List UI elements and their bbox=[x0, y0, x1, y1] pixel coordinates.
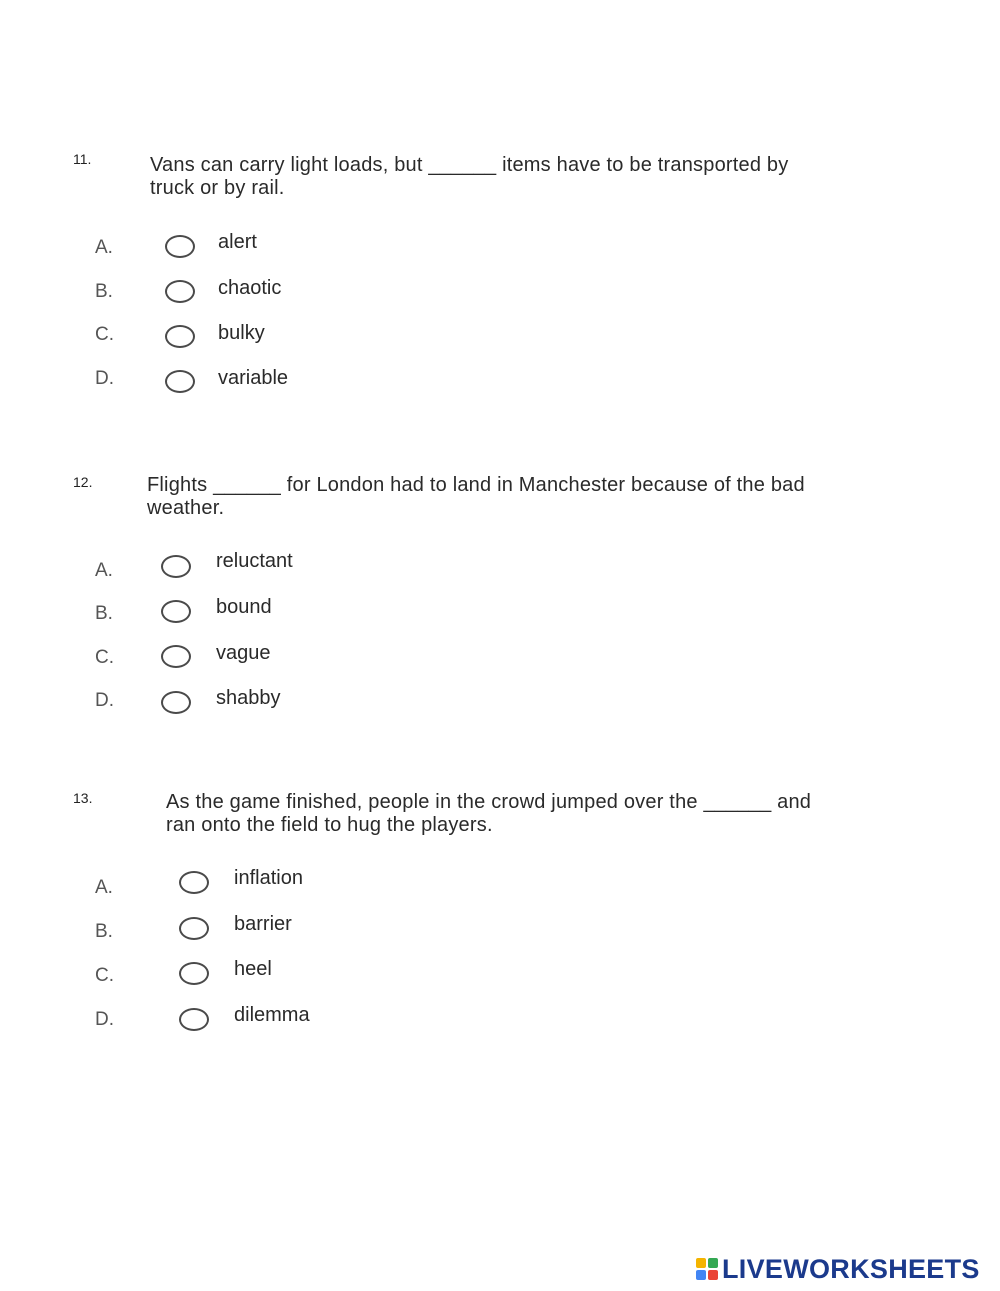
option-radio[interactable] bbox=[179, 1008, 209, 1031]
option-radio[interactable] bbox=[161, 645, 191, 668]
question-text-line2: ran onto the field to hug the players. bbox=[166, 814, 493, 836]
option-letter: D. bbox=[95, 368, 114, 389]
option-label: barrier bbox=[234, 913, 292, 935]
option-label: bound bbox=[216, 596, 272, 618]
question-text-line1: As the game finished, people in the crowd jumped over the ______ and bbox=[166, 791, 812, 813]
option-letter: C. bbox=[95, 965, 114, 986]
option-label: chaotic bbox=[218, 277, 282, 299]
option-radio[interactable] bbox=[179, 962, 209, 985]
option-label: shabby bbox=[216, 687, 281, 709]
option-label: dilemma bbox=[234, 1004, 310, 1026]
logo-tiles-icon bbox=[696, 1258, 718, 1280]
option-letter: D. bbox=[95, 1009, 114, 1030]
logo-tile bbox=[696, 1270, 706, 1280]
question-number: 13. bbox=[73, 790, 93, 806]
option-radio[interactable] bbox=[161, 600, 191, 623]
option-letter: B. bbox=[95, 281, 113, 302]
option-radio[interactable] bbox=[161, 555, 191, 578]
option-letter: D. bbox=[95, 690, 114, 711]
option-label: heel bbox=[234, 958, 272, 980]
logo-text: LIVEWORKSHEETS bbox=[722, 1253, 980, 1284]
logo-tile bbox=[696, 1258, 706, 1268]
option-radio[interactable] bbox=[165, 280, 195, 303]
question-text-line2: truck or by rail. bbox=[150, 177, 285, 199]
option-radio[interactable] bbox=[165, 325, 195, 348]
option-label: bulky bbox=[218, 322, 265, 344]
question-number: 12. bbox=[73, 474, 93, 490]
option-radio[interactable] bbox=[179, 871, 209, 894]
logo-tile bbox=[708, 1258, 718, 1268]
option-letter: A. bbox=[95, 877, 113, 898]
liveworksheets-logo bbox=[696, 1254, 980, 1284]
option-label: alert bbox=[218, 231, 257, 253]
option-letter: A. bbox=[95, 560, 113, 581]
option-radio[interactable] bbox=[161, 691, 191, 714]
option-letter: C. bbox=[95, 647, 114, 668]
option-radio[interactable] bbox=[165, 370, 195, 393]
option-letter: B. bbox=[95, 921, 113, 942]
option-label: inflation bbox=[234, 867, 303, 889]
question-text-line2: weather. bbox=[147, 497, 225, 519]
question-text-line1: Flights ______ for London had to land in Manchester because of the bad bbox=[147, 474, 805, 496]
logo-tile bbox=[708, 1270, 718, 1280]
option-radio[interactable] bbox=[165, 235, 195, 258]
option-radio[interactable] bbox=[179, 917, 209, 940]
option-label: variable bbox=[218, 367, 289, 389]
option-letter: C. bbox=[95, 324, 114, 345]
option-letter: A. bbox=[95, 237, 113, 258]
option-label: vague bbox=[216, 642, 271, 664]
question-text-line1: Vans can carry light loads, but ______ items have to be transported by bbox=[150, 154, 789, 176]
option-letter: B. bbox=[95, 603, 113, 624]
question-number: 11. bbox=[73, 151, 92, 167]
option-label: reluctant bbox=[216, 550, 293, 572]
